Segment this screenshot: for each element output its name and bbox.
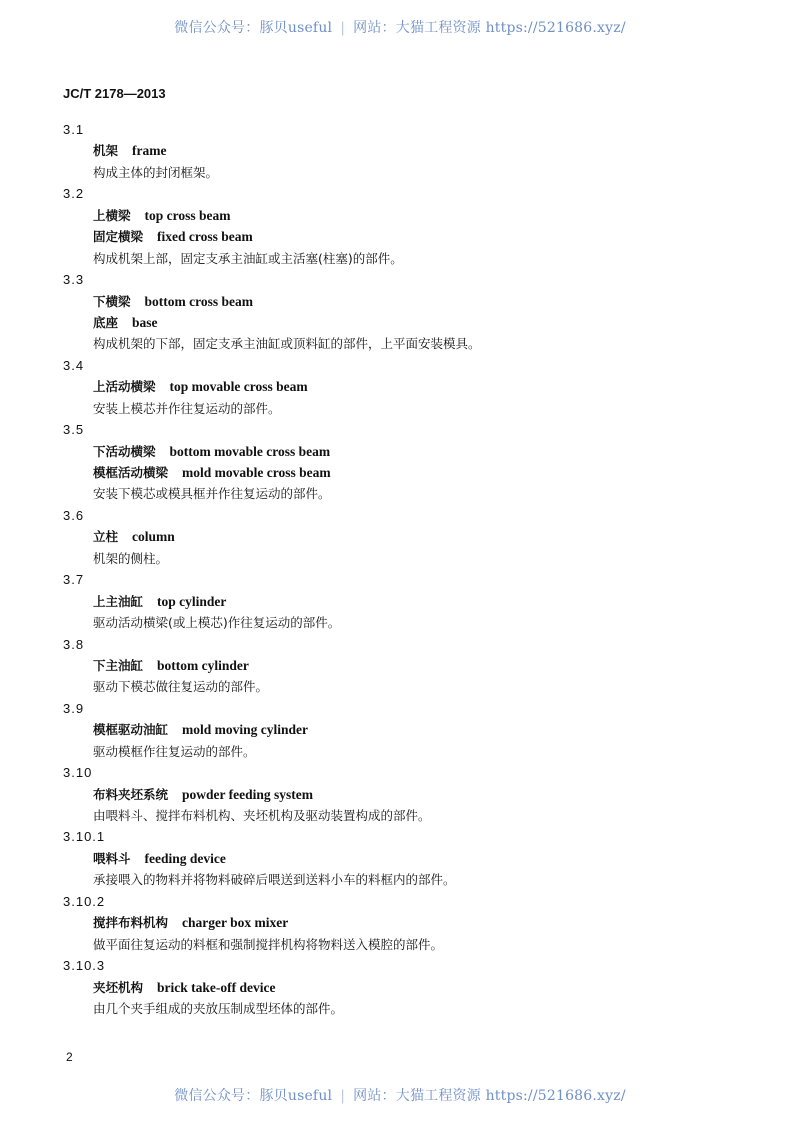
term-row [63, 977, 743, 998]
term-english: powder feeding system [182, 786, 314, 802]
watermark-separator: | [340, 20, 346, 36]
watermark-separator: | [340, 1088, 346, 1104]
clause-number: 3.7 [63, 572, 85, 588]
term-chinese: 搅拌布料机构 [93, 915, 169, 931]
term-english: bottom cross beam [144, 293, 254, 309]
term-row [63, 312, 743, 333]
term-chinese: 布料夹坯系统 [93, 786, 169, 802]
term-english: feeding device [144, 850, 226, 866]
term-row [63, 462, 743, 483]
term-row [63, 205, 743, 226]
term-english: top cross beam [144, 207, 231, 223]
term-english: charger box mixer [182, 915, 289, 931]
term-row [63, 848, 743, 869]
term-definition: 由几个夹手组成的夹放压制成型坯体的部件。 [93, 1000, 344, 1016]
term-english: mold moving cylinder [182, 722, 309, 738]
term-chinese: 模框活动横梁 [93, 465, 169, 480]
term-english: base [132, 314, 158, 330]
term-chinese: 下活动横梁 [93, 443, 156, 459]
page-number: 2 [66, 1050, 73, 1064]
watermark-site: 网站：大猫工程资源 https://521686.xyz/ [353, 1088, 626, 1104]
term-english: column [132, 529, 175, 545]
terms-definitions-list [63, 119, 743, 1019]
term-definition: 承接喂入的物料并将物料破碎后喂送到送料小车的料框内的部件。 [93, 872, 456, 888]
term-english: brick take-off device [157, 979, 276, 995]
term-english: mold movable cross beam [182, 465, 331, 480]
term-row [63, 719, 743, 740]
clause-number: 3.10 [63, 765, 93, 781]
term-chinese: 机架 [93, 143, 119, 159]
term-definition: 做平面往复运动的料框和强制搅拌机构将物料送入模腔的部件。 [93, 936, 444, 952]
watermark-site: 网站：大猫工程资源 https://521686.xyz/ [353, 20, 626, 36]
watermark-bottom [0, 1085, 800, 1105]
term-chinese: 底座 [93, 314, 119, 330]
watermark-wechat: 微信公众号：豚贝useful [174, 1088, 333, 1104]
clause-number: 3.8 [63, 636, 85, 652]
term-english: fixed cross beam [157, 229, 253, 245]
term-english: top cylinder [157, 593, 227, 609]
term-row [63, 226, 743, 247]
watermark-top [0, 17, 800, 37]
term-row [63, 441, 743, 462]
clause-number: 3.9 [63, 700, 85, 716]
term-chinese: 下主油缸 [93, 657, 144, 673]
term-chinese: 夹坯机构 [93, 979, 144, 995]
term-definition: 构成机架上部，固定支承主油缸或主活塞(柱塞)的部件。 [93, 250, 403, 266]
term-definition: 构成主体的封闭框架。 [93, 164, 219, 180]
term-chinese: 上活动横梁 [93, 379, 156, 395]
term-english: bottom cylinder [157, 657, 249, 673]
term-row [63, 912, 743, 933]
watermark-wechat: 微信公众号：豚贝useful [174, 20, 333, 36]
term-definition: 驱动活动横梁(或上模芯)作往复运动的部件。 [93, 615, 341, 631]
term-row [63, 140, 743, 161]
clause-number: 3.2 [63, 186, 85, 202]
term-row [63, 291, 743, 312]
term-english: bottom movable cross beam [169, 443, 331, 459]
term-definition: 机架的侧柱。 [93, 550, 169, 566]
term-chinese: 模框驱动油缸 [93, 722, 169, 738]
term-row [63, 376, 743, 397]
term-definition: 安装下模芯或模具框并作往复运动的部件。 [93, 486, 331, 502]
term-row [63, 784, 743, 805]
term-definition: 驱动下模芯做往复运动的部件。 [93, 679, 269, 695]
clause-number: 3.4 [63, 357, 85, 373]
term-chinese: 下横梁 [93, 293, 131, 309]
term-chinese: 上横梁 [93, 207, 131, 223]
term-chinese: 上主油缸 [93, 593, 144, 609]
term-english: top movable cross beam [169, 379, 308, 395]
term-row [63, 591, 743, 612]
clause-number: 3.5 [63, 422, 85, 438]
term-definition: 驱动模框作往复运动的部件。 [93, 743, 256, 759]
standard-number: JC/T 2178—2013 [63, 86, 166, 101]
clause-number: 3.1 [63, 122, 85, 137]
term-row [63, 526, 743, 547]
term-chinese: 固定横梁 [93, 229, 144, 245]
clause-number: 3.10.2 [63, 893, 106, 909]
term-chinese: 喂料斗 [93, 850, 131, 866]
term-english: frame [132, 143, 167, 159]
term-chinese: 立柱 [93, 529, 119, 545]
clause-number: 3.6 [63, 507, 85, 523]
term-row [63, 655, 743, 676]
clause-number: 3.3 [63, 272, 85, 288]
clause-number: 3.10.3 [63, 958, 106, 974]
term-definition: 由喂料斗、搅拌布料机构、夹坯机构及驱动装置构成的部件。 [93, 808, 431, 823]
term-definition: 构成机架的下部，固定支承主油缸或顶料缸的部件，上平面安装模具。 [93, 336, 481, 352]
term-definition: 安装上模芯并作往复运动的部件。 [93, 400, 281, 416]
clause-number: 3.10.1 [63, 829, 106, 845]
